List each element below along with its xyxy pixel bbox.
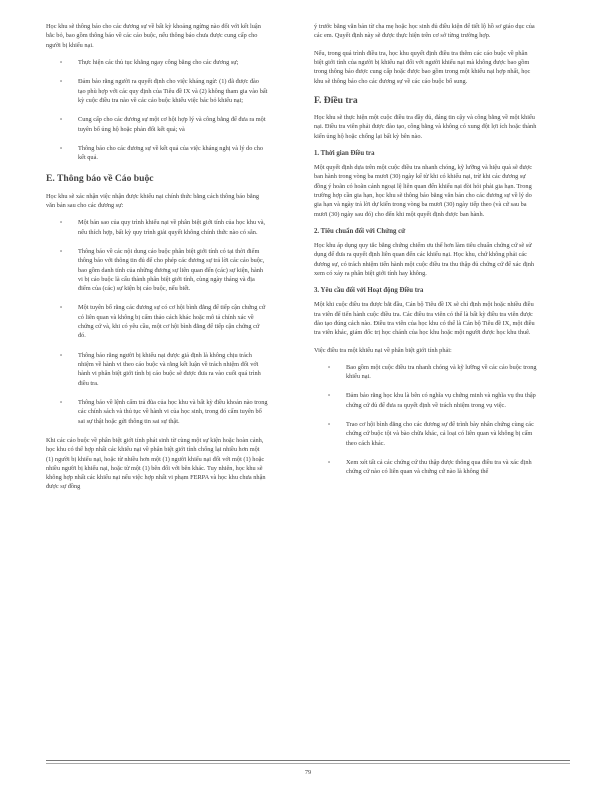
list-item: ▫ Thông báo về các nội dung cáo buộc phân biệt giới tính có tại thời điểm thông báo với thông tin đủ để cho phép các đương sự trả lời các cáo buộc, bao gồm danh tính của những đương sự liên quan đến (các) sự kiện, hành vi bị cáo buộc là cấu thành phân biệt giới tính, cùng ngày tháng và địa điểm của (các) sự kiện bị cáo buộc, nếu biết. [60, 247, 265, 293]
page-number: 79 [304, 769, 312, 776]
list-item: ▫ Thực hiện các thủ tục khẳng ngay công bằng cho các đương sự; [60, 58, 239, 66]
section-e-intro: Học khu sẽ xác nhận việc nhận được khiếu nại chính thức bằng cách thông báo bằng văn bản sau cho các đương sự: [46, 192, 259, 209]
list-item: ▫ Trao cơ hội bình đẳng cho các đương sự để trình bày nhân chứng cùng các chứng cứ buộc tội và bào chữa khác, cả loại có liên quan và không bị cấm theo cách khác. [328, 421, 534, 447]
bullet-icon: ▫ [328, 459, 331, 467]
bullet-icon: ▫ [60, 116, 63, 124]
list-item: ▫ Thông báo về lệnh cấm trả đũa của học khu và bất kỳ điều khoản nào trong các chính sách và thủ tục về hành vi của học sinh, trong đó cấm tuyên bố sai sự thật hoặc gửi thông tin sai sự thật. [60, 398, 268, 425]
list-item: ▫ Cung cấp cho các đương sự một cơ hội hợp lý và công bằng để đưa ra một tuyên bố ủng hộ hoặc phản đối kết quả; và [60, 116, 266, 133]
investigation-list-intro: Việc điều tra một khiếu nại về phân biệt giới tính phải: [314, 346, 452, 354]
bullet-icon: ▫ [60, 351, 63, 359]
footer-divider [46, 760, 570, 761]
list-item: ▫ Một tuyên bố rằng các đương sự có cơ hội bình đẳng để tiếp cận chứng cứ có liên quan và không bị cấm thảo cách khác hoặc mô tả chính xác về chứng cứ và, khi có yêu cầu, một cơ hội bình đẳng để tiếp cận chứng cứ đó. [60, 304, 266, 340]
bullet-icon: ▫ [328, 392, 331, 400]
bullet-icon: ▫ [60, 247, 63, 255]
footer-divider-secondary [46, 763, 570, 764]
left-column [46, 22, 268, 500]
list-item: ▫ Thông báo cho các đương sự về kết quả của việc kháng nghị và lý do cho kết quả. [60, 144, 264, 162]
section-heading-e: E. Thông báo về Cáo buộc [46, 173, 154, 185]
bullet-icon: ▫ [328, 421, 331, 429]
investigation-bullet-list [314, 363, 538, 477]
list-item: ▫ Thông báo rằng người bị khiếu nại được giả định là không chịu trách nhiệm về hành vi theo cáo buộc và rằng kết luận về trách nhiệm đối với hành vi phân biệt giới tính bị cáo buộc sẽ được đưa ra vào cuối quá trình điều tra. [60, 351, 261, 387]
left-closing-paragraph: Khi các cáo buộc về phân biệt giới tính phát sinh từ cùng một sự kiện hoặc hoàn cảnh, học khu có thể hợp nhất các khiếu nại về phân biệt giới tính chống lại nhiều hơn một (1) người bị khiếu nại, hoặc từ nhiều hơn một (1) người khiếu nại đối với một (1) hoặc nhiều người bị khiếu nại, hoặc từ một (1) bên đối với bên khác. Tuy nhiên, học khu sẽ không hợp nhất các khiếu nại nếu việc hợp nhất vi phạm FERPA và học khu chưa nhận được sự đồng [46, 436, 266, 491]
appeal-bullet-list [46, 58, 268, 163]
list-item: ▫ Một bản sao của quy trình khiếu nại về phân biệt giới tính của học khu và, nếu thích hợp, bất kỳ quy trình giải quyết không chính thức nào có sẵn. [60, 219, 266, 236]
bullet-icon: ▫ [60, 144, 63, 152]
bullet-icon: ▫ [60, 78, 63, 86]
subheading-timeline: 1. Thời gian Điều tra [314, 150, 375, 157]
notice-bullet-list [46, 218, 268, 426]
right-continuation-paragraph: ý trước bằng văn bản từ cha mẹ hoặc học sinh đủ điều kiện để tiết lộ hồ sơ giáo dục của các em. Quyết định này sẽ được thực hiện trên cơ sở từng trường hợp. [314, 23, 535, 40]
subheading-investigation-requirements: 3. Yêu cầu đối với Hoạt động Điều tra [314, 287, 424, 295]
bullet-icon: ▫ [60, 304, 63, 312]
bullet-icon: ▫ [60, 58, 63, 66]
list-item: ▫ Xem xét tất cả các chứng cứ thu thập được thông qua điều tra và xác định chứng cứ nào có liên quan và chứng cứ nào là không thể [328, 459, 532, 476]
subheading-evidence-standard: 2. Tiêu chuẩn đối với Chứng cứ [314, 227, 406, 235]
bullet-icon: ▫ [328, 363, 331, 371]
list-item: ▫ Đảm bảo rằng học khu là bên có nghĩa vụ chứng minh và nghĩa vụ thu thập chứng cứ đủ để đưa ra quyết định về trách nhiệm trong vụ việc. [328, 392, 536, 409]
list-item: ▫ Bao gồm một cuộc điều tra nhanh chóng và kỹ lưỡng về các cáo buộc trong khiếu nại. [328, 363, 537, 381]
right-column [314, 22, 538, 487]
timeline-paragraph: Một quyết định dựa trên một cuộc điều tra nhanh chóng, kỹ lưỡng và hiệu quả sẽ được ban hành trong vòng ba mươi (30) ngày kể từ khi có khiếu nại, trừ khi các đương sự đồng ý hoãn có hoãn cánh ngoại lệ liên quan đến khiếu nại đòi hỏi phải gia hạn. Trong trường hợp cần gia hạn, học khu sẽ thông báo bằng văn bản cho các đương sự về lý do gia hạn và ngày trả lời dự kiến trong vòng ba mươi (30) ngày tiếp theo (và cứ sau ba mươi (30) ngày sau đó) cho đến khi một quyết định được ban hành. [314, 164, 532, 218]
list-item: ▫ Đảm bảo rằng người ra quyết định cho việc kháng ngừ: (1) đã được đào tạo phù hợp với các quy định của Tiêu đề IX và (2) không tham gia vào bất kỳ cuộc điều tra nào về các cáo buộc khiếu việc bác bỏ khiếu nại; [60, 78, 268, 104]
section-f-intro: Học khu sẽ thực hiện một cuộc điều tra đầy đủ, đáng tin cậy và công bằng về một khiếu nại. Điều tra viên phải được đào tạo, công bằng và không có xung đột lợi ích hoặc thành kiến ủng hộ hoặc chống lại bất kỳ bên nào. [314, 114, 537, 140]
section-heading-f: F. Điều tra [314, 94, 358, 106]
additional-allegations-paragraph: Nếu, trong quá trình điều tra, học khu quyết định điều tra thêm các cáo buộc về phân biệt giới tính của người bị khiếu nại đối với người khiếu nại mà không được bao gồm trong thông báo được cung cấp hoặc được bao gồm trong một khiếu nại hợp nhất, học khu sẽ thông báo cho các đương sự về các cáo buộc bổ sung. [314, 49, 531, 85]
bullet-icon: ▫ [60, 219, 63, 227]
left-intro-paragraph: Học khu sẽ thông báo cho các đương sự về bất kỳ khoảng ngừng nào đối với kết luận bắc bỏ, bao gồm thông báo về các cáo buộc, nếu thông báo chưa được cung cấp cho người bị khiếu nại. [46, 23, 261, 49]
bullet-icon: ▫ [60, 398, 63, 406]
investigation-requirements-paragraph: Một khi cuộc điều tra được bắt đầu, Cán bộ Tiêu đề IX sẽ chỉ định một hoặc nhiều điều tra viên để tiến hành cuộc điều tra. Các điều tra viên có thể là bất kỳ điều tra viên được đào tạo đúng cách nào. Điều tra viên của học khu có thể là Cán bộ Tiêu đề IX, một điều tra viên khác, giám đốc trị học chánh của học khu hoặc một người được học khu thuê. [314, 301, 535, 337]
evidence-standard-paragraph: Học khu áp dụng quy tắc bằng chứng chiếm ưu thế hơn làm tiêu chuẩn chứng cứ sẽ sử dụng để đưa ra quyết định liên quan đến các khiếu nại. Học khu, chứ không phải các đương sự, có trách nhiệm tiến hành một cuộc điều tra thu thập đủ chứng cứ để xác định xem có xảy ra phân biệt giới tính hay không. [314, 241, 534, 277]
